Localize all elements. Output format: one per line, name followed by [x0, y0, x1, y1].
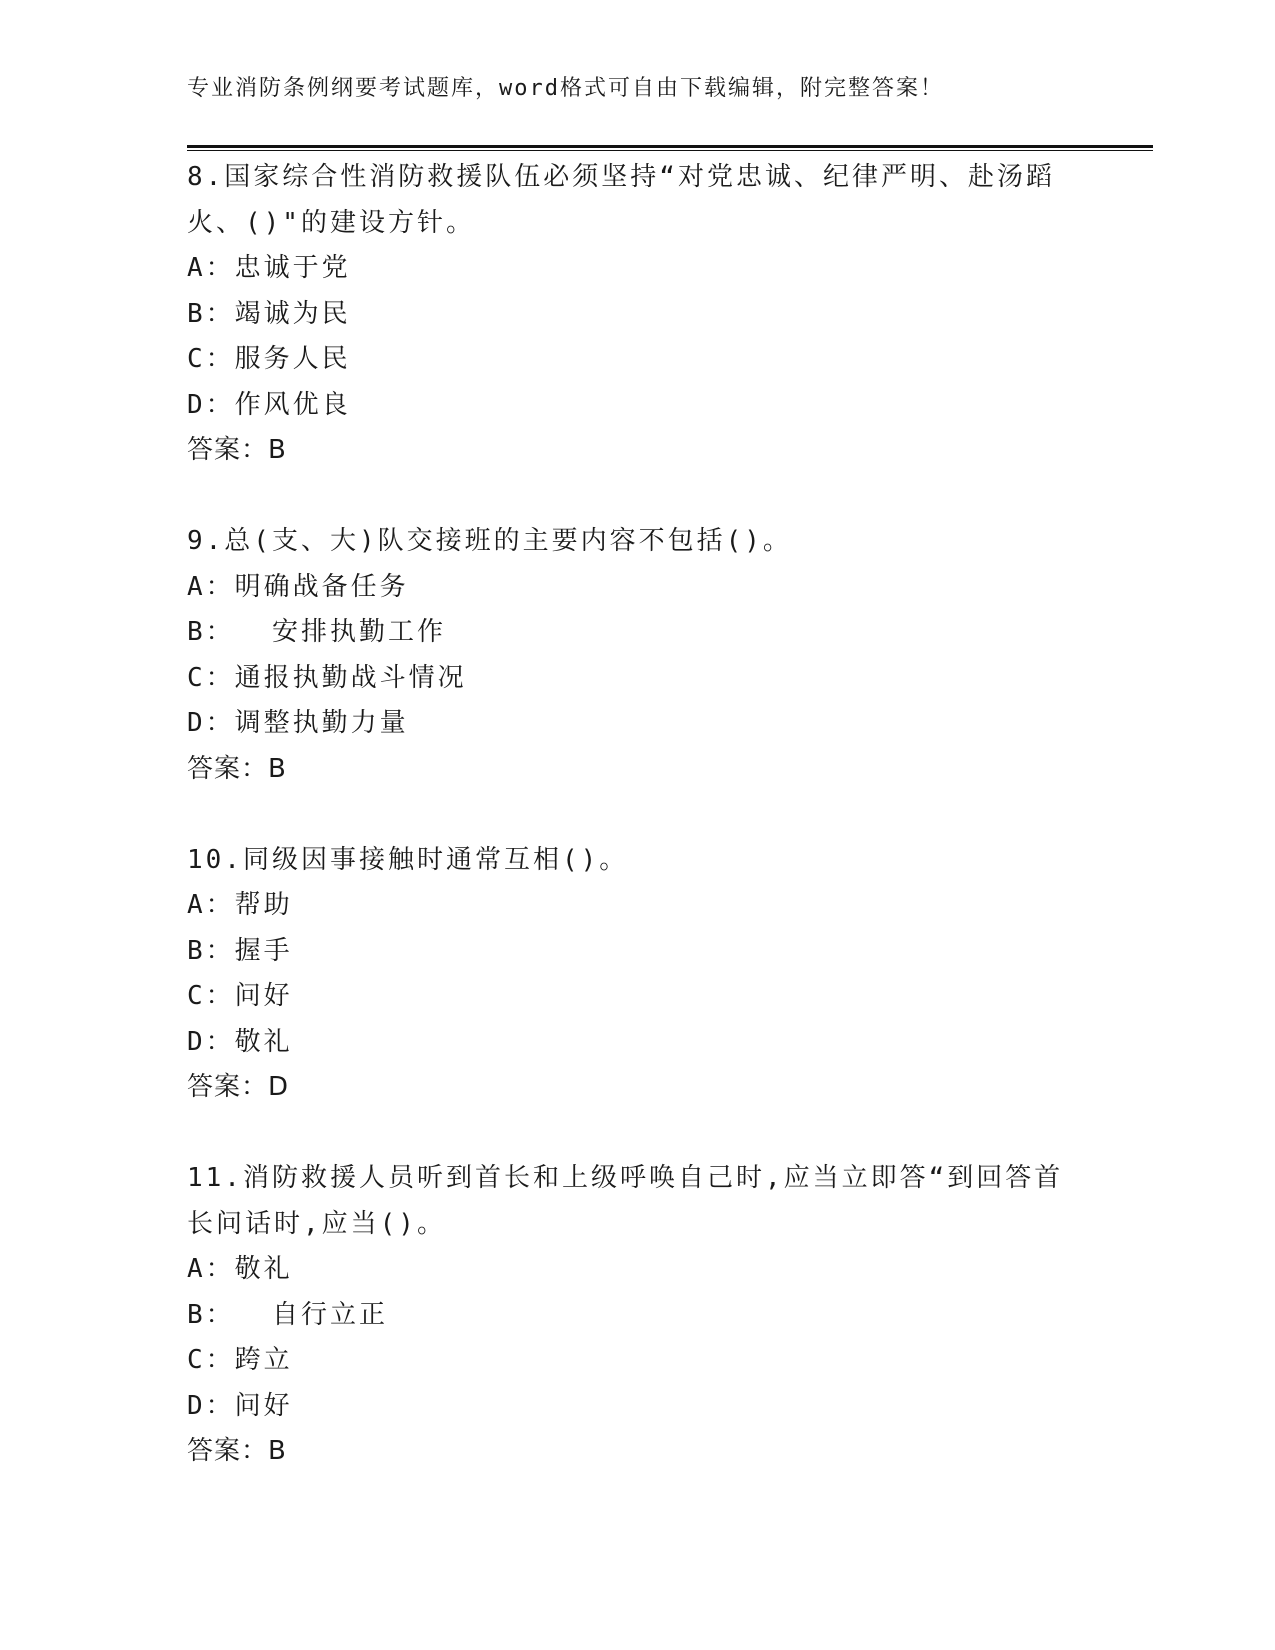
- option-b: B： 自行立正: [187, 1299, 388, 1330]
- option-b: B： 安排执勤工作: [187, 617, 446, 647]
- answer-line: 答案：B: [187, 1436, 287, 1466]
- question-item: [187, 155, 1087, 474]
- option-b: B：竭诚为民: [187, 298, 351, 329]
- answer-line: 答案：D: [187, 1072, 290, 1102]
- answer-line: 答案：B: [187, 753, 287, 784]
- header-divider: [187, 145, 1153, 151]
- option-a: A：忠诚于党: [187, 253, 351, 283]
- question-stem-line: 10.同级因事接触时通常互相()。: [187, 844, 629, 875]
- question-stem-line: 长问话时,应当()。: [187, 1208, 446, 1239]
- question-list: [187, 155, 1087, 1520]
- option-c: C：跨立: [187, 1345, 293, 1375]
- option-d: D：作风优良: [187, 389, 351, 420]
- option-a: A：敬礼: [187, 1254, 293, 1284]
- option-c: C：服务人民: [187, 344, 351, 374]
- question-stem-line: 11.消防救援人员听到首长和上级呼唤自己时,应当立即答“到回答首: [187, 1163, 1064, 1193]
- option-d: D：敬礼: [187, 1026, 293, 1057]
- option-d: D：问好: [187, 1390, 293, 1421]
- question-item: [187, 519, 1087, 792]
- option-d: D：调整执勤力量: [187, 708, 409, 738]
- option-c: C：问好: [187, 981, 293, 1011]
- question-stem-line: 8.国家综合性消防救援队伍必须坚持“对党忠诚、纪律严明、赴汤蹈: [187, 162, 1055, 192]
- answer-line: 答案：B: [187, 435, 287, 465]
- question-item: [187, 838, 1087, 1111]
- question-item: [187, 1156, 1087, 1475]
- question-stem-line: 9.总(支、大)队交接班的主要内容不包括()。: [187, 526, 792, 556]
- option-a: A：明确战备任务: [187, 571, 409, 602]
- option-b: B：握手: [187, 935, 293, 966]
- question-stem-line: 火、()"的建设方针。: [187, 207, 475, 238]
- document-header: 专业消防条例纲要考试题库，word格式可自由下载编辑，附完整答案！: [187, 76, 944, 101]
- option-c: C：通报执勤战斗情况: [187, 662, 467, 693]
- option-a: A：帮助: [187, 890, 293, 920]
